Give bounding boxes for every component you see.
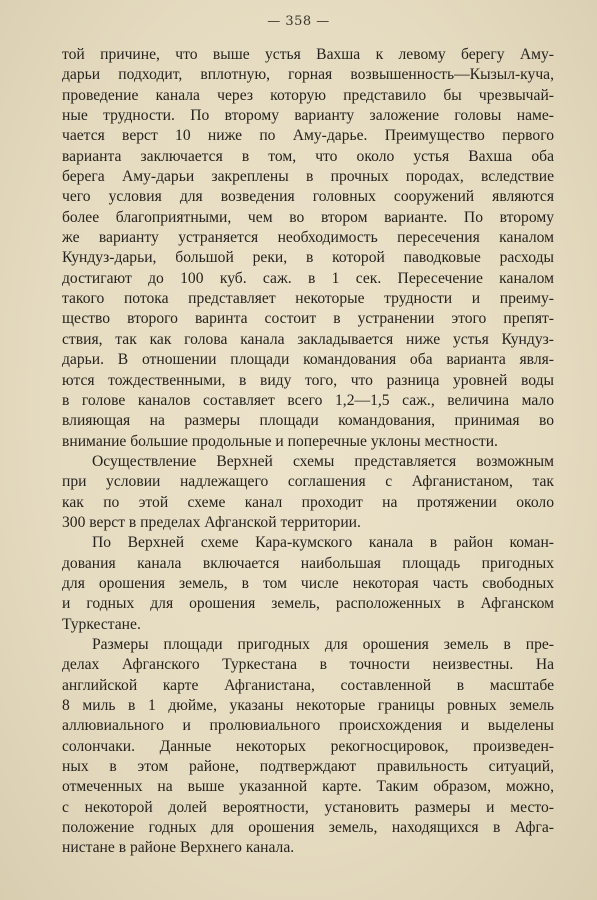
text-line: и годных для орошения земель, расположенных в Афганском: [62, 595, 554, 613]
text-line: чается верст 10 ниже по Аму-дарье. Преимущество первого: [62, 127, 554, 145]
text-line: ствия, так как голова канала закладывается ниже устья Кундуз-: [62, 330, 554, 348]
text-line: положение годных для орошения земель, находящихся в Афга-: [62, 819, 554, 837]
text-line: 300 верст в пределах Афганской территории.: [62, 513, 361, 531]
page-number: — 358 —: [267, 14, 330, 29]
text-line: при условии надлежащего соглашения с Афганистаном, так: [62, 473, 554, 491]
text-line: ются тождественными, в виду того, что разница уровней воды: [62, 371, 554, 389]
text-line: же варианту устраняется необходимость пересечения каналом: [62, 229, 554, 247]
text-line: Туркестане.: [62, 615, 141, 633]
paragraph-1: [62, 45, 554, 452]
text-line: в голове каналов составляет всего 1,2—1,5 саж., величина мало: [62, 391, 554, 409]
text-line: Размеры площади пригодных для орошения земель в пре-: [92, 635, 554, 653]
text-line: варианта заключается в том, что около устья Вахша оба: [62, 147, 554, 165]
text-line: Осуществление Верхней схемы представляется возможным: [92, 452, 554, 470]
text-line: делах Афганского Туркестана в точности неизвестны. На: [62, 656, 554, 674]
text-line: более благоприятными, чем во втором варианте. По второму: [62, 208, 554, 226]
text-line: с некоторой долей вероятности, установить размеры и место-: [62, 798, 554, 816]
text-line: внимание большие продольные и поперечные уклоны местности.: [62, 432, 498, 450]
text-line: Кундуз-дарьи, большой реки, в которой паводковые расходы: [62, 249, 554, 267]
text-line: английской карте Афганистана, составленной в масштабе: [62, 676, 554, 694]
text-line: для орошения земель, в том числе некоторая часть свободных: [62, 574, 554, 592]
paragraph-3: [62, 533, 554, 635]
text-line: солончаки. Данные некоторых рекогносцировок, произведен-: [62, 737, 554, 755]
text-line: влияющая на размеры площади командования, принимая во: [62, 412, 554, 430]
text-line: ные трудности. По второму варианту заложение головы наме-: [62, 107, 554, 125]
text-line: берега Аму-дарьи закреплены в прочных породах, вследствие: [62, 168, 554, 186]
paragraph-4: [62, 635, 554, 859]
text-line: чего условия для возведения головных сооружений являются: [62, 188, 554, 206]
text-line: дования канала включается наибольшая площадь пригодных: [62, 554, 554, 572]
text-line: аллювиального и пролювиального происхождения и выделены: [62, 717, 554, 735]
text-line: той причине, что выше устья Вахша к левому берегу Аму-: [62, 46, 554, 63]
text-line: достигают до 100 куб. саж. в 1 сек. Пересечение каналом: [62, 269, 554, 287]
text-line: По Верхней схеме Кара-кумского канала в район коман-: [92, 534, 554, 552]
text-line: дарьи подходит, вплотную, горная возвышенность—Кызыл-куча,: [62, 66, 554, 84]
text-line: нистане в районе Верхнего канала.: [62, 839, 295, 857]
text-line: как по этой схеме канал проходит на протяжении около: [62, 493, 554, 511]
text-line: такого потока представляет некоторые трудности и преиму-: [62, 290, 554, 308]
text-line: проведение канала через которую представило бы чрезвычай-: [62, 86, 554, 104]
body-text: [62, 45, 554, 859]
text-line: 8 миль в 1 дюйме, указаны некоторые границы ровных земель: [62, 697, 554, 714]
paragraph-2: [62, 452, 554, 533]
text-line: дарьи. В отношении площади командования оба варианта явля-: [62, 351, 554, 369]
text-line: отмеченных на выше указанной карте. Таким образом, можно,: [62, 778, 554, 796]
text-line: щество второго варинта состоит в устранении этого препят-: [62, 310, 554, 328]
text-line: ных в этом районе, подтверждают правильность ситуаций,: [62, 758, 554, 776]
